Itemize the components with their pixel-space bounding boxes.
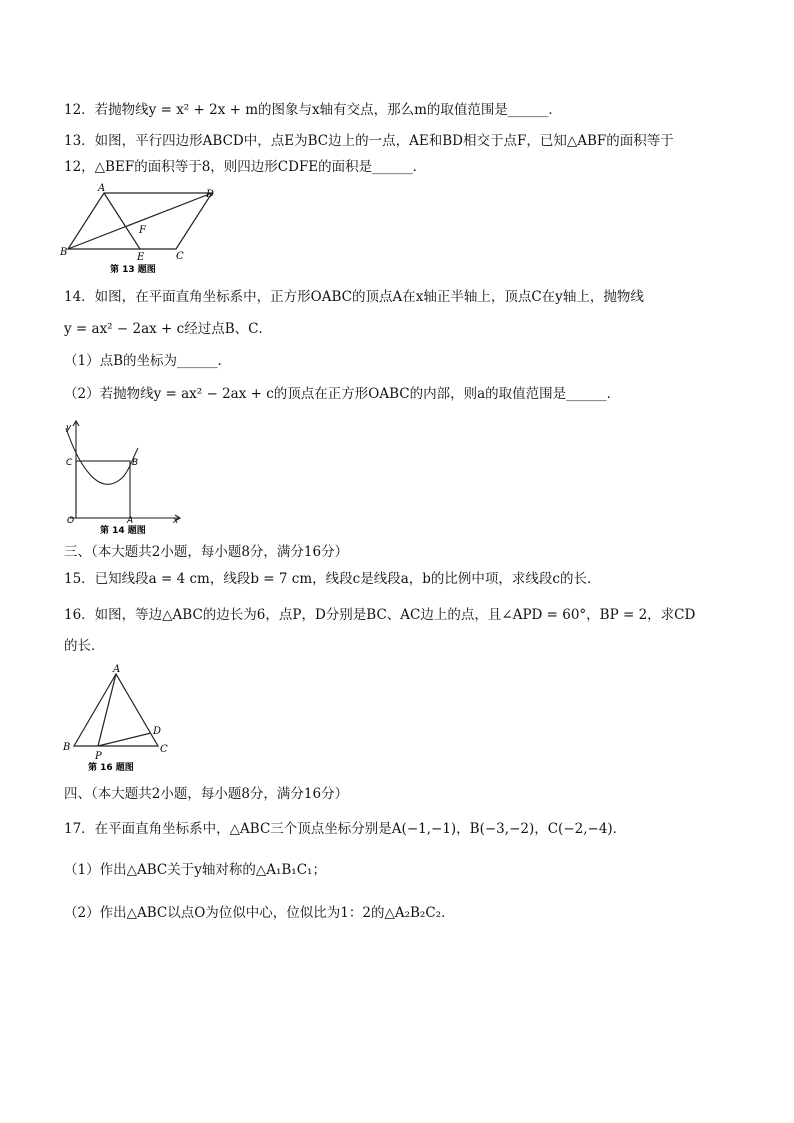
fig14-label-b: B: [132, 458, 139, 468]
question-16-line-2: 的长．: [64, 638, 105, 654]
question-12: 12．若抛物线y = x² + 2x + m的图象与x轴有交点，那么m的取值范围是______．: [64, 102, 562, 118]
fig14-caption: 第 14 题图: [100, 526, 146, 536]
question-14-line-1: 14．如图，在平面直角坐标系中，正方形OABC的顶点A在x轴正半轴上，顶点C在y轴上，抛物线: [64, 289, 644, 305]
question-13-line-1: 13．如图，平行四边形ABCD中，点E为BC边上的一点，AE和BD相交于点F，已知△ABF的面积等于: [64, 133, 674, 149]
fig16-label-b: B: [63, 742, 71, 753]
question-13-line-2: 12，△BEF的面积等于8，则四边形CDFE的面积是______．: [64, 159, 427, 175]
fig16-label-p: P: [95, 751, 102, 762]
figure-14: [60, 418, 190, 540]
fig14-label-c: C: [66, 458, 73, 468]
figure-13: [60, 183, 220, 278]
fig16-label-c: C: [160, 744, 168, 755]
fig16-label-a: A: [113, 664, 121, 675]
question-14-line-2: y = ax² − 2ax + c经过点B、C．: [64, 321, 272, 337]
question-17: 17．在平面直角坐标系中，△ABC三个顶点坐标分别是A(−1,−1)，B(−3,−2)，C(−2,−4)．: [64, 821, 627, 837]
fig13-label-e: E: [137, 252, 145, 263]
figure-16: [60, 664, 180, 776]
question-14-part-2: （2）若抛物线y = ax² − 2ax + c的顶点在正方形OABC的内部，则a的取值范围是______．: [64, 386, 621, 402]
question-16-line-1: 16．如图，等边△ABC的边长为6，点P，D分别是BC、AC边上的点，且∠APD = 60°，BP = 2，求CD: [64, 607, 696, 623]
fig13-label-b: B: [60, 247, 68, 258]
fig14-label-x: x: [173, 516, 179, 526]
question-14-part-1: （1）点B的坐标为______．: [64, 353, 232, 369]
fig16-caption: 第 16 题图: [88, 763, 134, 773]
fig13-label-d: D: [206, 189, 215, 200]
fig16-label-d: D: [153, 726, 162, 737]
fig13-label-c: C: [176, 251, 184, 262]
fig14-label-a: A: [127, 516, 134, 526]
fig13-caption: 第 13 题图: [110, 265, 156, 275]
fig14-label-o: O: [67, 516, 75, 526]
fig14-label-y: y: [66, 423, 72, 433]
section-3-heading: 三、（本大题共2小题，每小题8分，满分16分）: [64, 544, 349, 560]
fig13-label-a: A: [98, 183, 106, 194]
fig13-label-f: F: [139, 225, 146, 236]
question-15: 15．已知线段a = 4 cm，线段b = 7 cm，线段c是线段a，b的比例中项，求线段c的长．: [64, 571, 601, 587]
section-4-heading: 四、（本大题共2小题，每小题8分，满分16分）: [64, 786, 349, 802]
question-17-part-2: （2）作出△ABC以点O为位似中心，位似比为1：2的△A₂B₂C₂．: [64, 905, 455, 921]
question-17-part-1: （1）作出△ABC关于y轴对称的△A₁B₁C₁；: [64, 862, 326, 878]
